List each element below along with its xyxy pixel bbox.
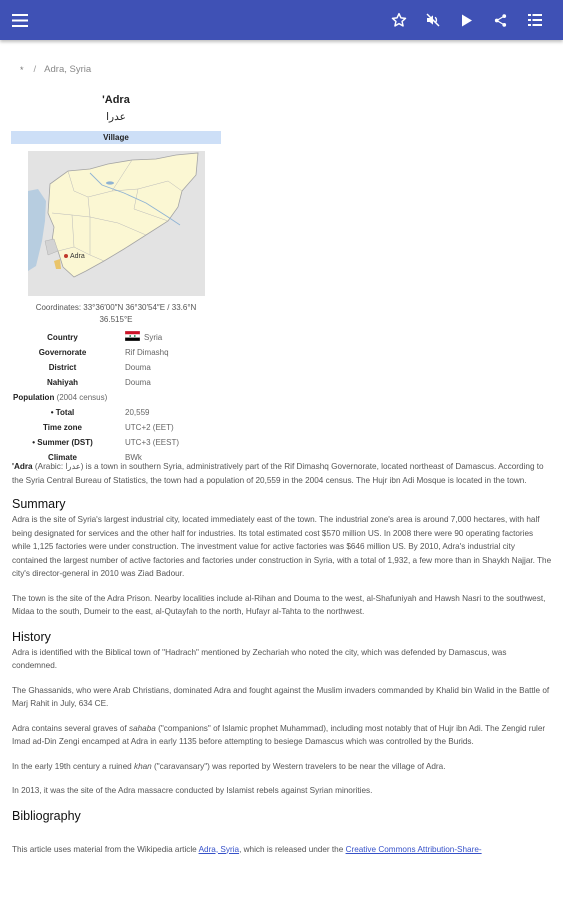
- location-marker: [64, 254, 68, 258]
- list-icon: [528, 14, 542, 26]
- breadcrumb-separator: /: [33, 64, 37, 75]
- history-text: Adra contains several graves of: [12, 723, 129, 733]
- infobox-label: Governorate: [38, 348, 87, 357]
- article-body: [12, 460, 552, 856]
- infobox-row-summer-dst: [11, 435, 221, 450]
- breadcrumb-current: Adra, Syria: [44, 64, 92, 75]
- volume-off-icon: [425, 12, 441, 28]
- infobox-value[interactable]: Rif Dimashq: [125, 348, 169, 357]
- infobox-label: Nahiyah: [46, 378, 79, 387]
- infobox-row-country: [11, 330, 221, 345]
- breadcrumb-home[interactable]: *: [20, 64, 24, 75]
- history-text: In the early 19th century a ruined: [12, 761, 134, 771]
- intro-text: (Arabic: عدرا) is a town in southern Syria, administratively part of the Rif Dimashq Governorate, located northeast of Damascus. According to the Syria Central Bureau of Statistics, the town had a population of 20,559 in the 2004 census. The Hujr ibn Adi Mosque is located in the town.: [12, 462, 544, 485]
- app-bar: [0, 0, 563, 40]
- syria-flag-icon: [125, 331, 140, 341]
- infobox-row-time-zone: [11, 420, 221, 435]
- infobox-title: 'Adra: [102, 94, 130, 106]
- play-icon: [461, 14, 473, 27]
- infobox-label: District: [48, 363, 77, 372]
- contents-button[interactable]: [518, 0, 552, 40]
- favorite-button[interactable]: [382, 0, 416, 40]
- license-link[interactable]: Creative Commons Attribution-Share-: [345, 844, 482, 854]
- infobox-value: 20,559: [125, 408, 150, 417]
- history-paragraph: Adra is identified with the Biblical town of "Hadrach" mentioned by Zechariah who noted the city, which was defended by Damascus, was condemned.: [12, 647, 507, 670]
- section-heading-history: History: [12, 629, 51, 644]
- section-heading-bibliography: Bibliography: [12, 808, 81, 823]
- history-paragraph: The Ghassanids, who were Arab Christians, dominated Adra and fought against the Muslim invaders commanded by Khalid bin Walid in the Battle of Marj Rahit in July, 634 CE.: [12, 685, 550, 708]
- hamburger-menu-icon: [12, 14, 28, 27]
- infobox-row-population: [11, 390, 221, 405]
- infobox-label: Country: [47, 333, 78, 342]
- history-text: ("caravansary") was reported by Western travelers to be near the village of Adra.: [151, 761, 446, 771]
- license-text: , which is released under the: [239, 844, 346, 854]
- source-article-link[interactable]: Adra, Syria: [198, 844, 240, 854]
- history-paragraph: In 2013, it was the site of the Adra massacre conducted by Islamist rebels against Syrian minorities.: [12, 786, 373, 795]
- infobox-label: • Total: [50, 408, 75, 417]
- history-paragraph: [12, 760, 552, 774]
- infobox-native-name: عدرا: [106, 111, 126, 123]
- infobox-settlement-type: Village: [11, 131, 221, 144]
- summary-paragraph: Adra is the site of Syria's largest industrial city, located immediately east of the town. The industrial zone's area is around 7,000 hectares, with half being designated for services and the other half for industries. Its total estimated cost $570 million US. In 2008 there were 90 operating factories while 1,125 factories were under construction. The investment value for active factories was $646 million US. By 2010, Adra's industrial city contained the largest number of active factories and factories under construction in Syria, with a total of 1,932, a few more than in Shaykh Najjar. The city's director-general in 2010 was Ziad Badour.: [12, 515, 552, 578]
- menu-button[interactable]: [3, 0, 37, 40]
- star-outline-icon: [391, 12, 407, 28]
- section-heading-summary: Summary: [12, 497, 66, 511]
- infobox-value[interactable]: BWk: [125, 453, 142, 462]
- infobox-row-governorate: [11, 345, 221, 360]
- location-map[interactable]: [28, 151, 205, 296]
- history-italic: sahaba: [128, 723, 156, 733]
- intro-paragraph: [12, 460, 552, 487]
- history-italic: khan: [133, 761, 152, 771]
- population-note: (2004 census): [56, 393, 108, 402]
- infobox-row-district: [11, 360, 221, 375]
- infobox-label: Time zone: [43, 423, 82, 432]
- infobox-value[interactable]: UTC+3 (EEST): [125, 438, 180, 447]
- infobox-value[interactable]: Douma: [125, 363, 151, 372]
- breadcrumb: [20, 64, 91, 75]
- share-button[interactable]: [483, 0, 517, 40]
- play-button[interactable]: [450, 0, 484, 40]
- location-marker-label: Adra: [70, 253, 85, 260]
- infobox-value[interactable]: Douma: [125, 378, 151, 387]
- infobox-value: [114, 330, 221, 345]
- infobox-label: • Summer (DST): [32, 438, 93, 447]
- history-paragraph: [12, 722, 552, 749]
- infobox: [11, 92, 221, 465]
- history-text: ("companions" of Islamic prophet Muhammad), including most notably that of Hujr ibn Adi. The Zengid ruler Imad ad-Din Zengi encamped at Adra in early 1135 before attempting to besiege Damascus which was controlled by the Burids.: [12, 723, 546, 746]
- license-footer: [12, 843, 552, 857]
- infobox-value[interactable]: UTC+2 (EET): [125, 423, 174, 432]
- infobox-label: Population: [13, 393, 55, 402]
- intro-bold-title: 'Adra: [12, 462, 33, 471]
- license-text: This article uses material from the Wikipedia article: [12, 844, 199, 854]
- country-link[interactable]: Syria: [144, 333, 163, 342]
- share-icon: [493, 13, 508, 28]
- infobox-row-nahiyah: [11, 375, 221, 390]
- mute-button[interactable]: [416, 0, 450, 40]
- infobox-coordinates[interactable]: Coordinates: 33°36′00″N 36°30′54″E / 33.6°N 36.515°E: [35, 303, 197, 324]
- infobox-rows: [11, 330, 221, 465]
- summary-paragraph: The town is the site of the Adra Prison. Nearby localities include al-Rihan and Douma to the west, al-Shafuniyah and Hawsh Nasri to the southwest, Midaa to the south, Dumeir to the east, al-Qutayfah to the north, Hufayr al-Tahta to the northwest.: [12, 593, 546, 616]
- infobox-row-total: [11, 405, 221, 420]
- infobox-label: Climate: [48, 453, 77, 462]
